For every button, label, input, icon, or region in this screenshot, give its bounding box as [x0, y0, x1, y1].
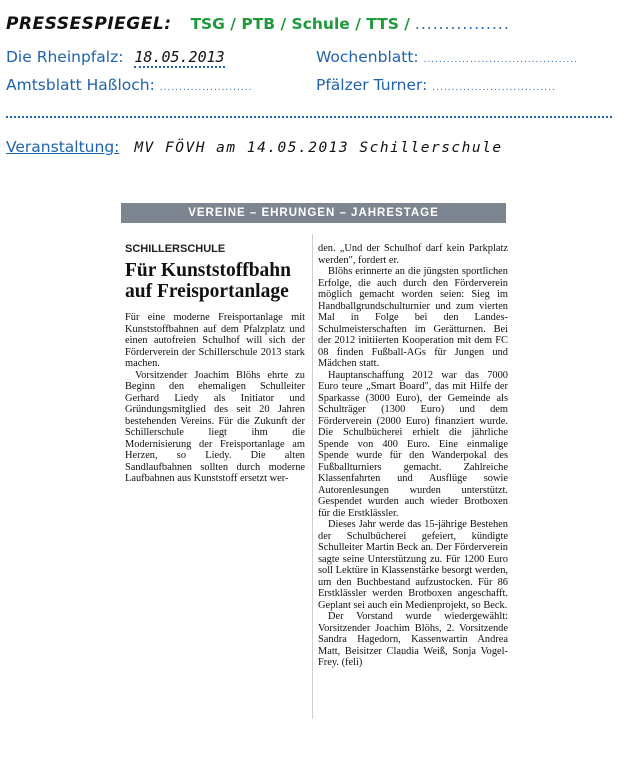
blank-line-rule	[6, 116, 612, 118]
left-paragraph: Für eine moderne Freisportanlage mit Kunststoffbahnen auf dem Pfalzplatz und einen autofreien Schulhof will sich der Förderverein der Schillerschule 2013 stark machen.	[125, 312, 305, 369]
row-rheinpfalz-value: 18.05.2013	[134, 48, 225, 66]
right-paragraph: Hauptanschaffung 2012 war das 7000 Euro teure „Smart Board", das mit Hilfe der Sparkasse (3000 Euro), der Gemeinde als Schulträger (1300 Euro) und dem Förderverein (2000 Euro) finanziert wurde. Die Schulbücherei erhielt die jährliche Spende von 400 Euro. Eine einmalige Spende wurde für den Wanderpokal des Fußballturniers gemacht. Zahlreiche Klassenfahrten und Ausflüge sowie Autorenlesungen wurden unterstützt. Gespendet wurden auch wieder Brotboxen für die Erstklässler.	[318, 369, 508, 519]
article-column-left	[125, 312, 305, 485]
row-rheinpfalz	[6, 48, 225, 66]
veranstaltung-label: Veranstaltung:	[6, 138, 120, 156]
newspaper-clipping	[115, 198, 515, 728]
article-column-right	[318, 243, 508, 669]
row-rheinpfalz-label: Die Rheinpfalz:	[6, 48, 124, 66]
row-amtsblatt	[6, 76, 252, 94]
header-title: PRESSESPIEGEL:	[6, 14, 172, 34]
right-paragraph: Blöhs erinnerte an die jüngsten sportlichen Erfolge, die auch durch den Förderverein möglich gemacht worden seien: Sieg im Handballgrundschulturnier und zum vierten Mal in Folge bei den Landes-Schulmeisterschaften im Gerätturnen. Bei der 2012 initiierten Kooperation mit dem FC 08 finden Fußball-AGs für Jungen und Mädchen statt.	[318, 266, 508, 369]
row-wochenblatt	[316, 48, 578, 66]
article-kicker: SCHILLERSCHULE	[125, 243, 226, 255]
row-amtsblatt-value: ........................	[159, 83, 253, 93]
header-tags: TSG / PTB / Schule / TTS /	[190, 15, 410, 33]
row-amtsblatt-label: Amtsblatt Haßloch:	[6, 76, 155, 94]
row-pfaelzer-turner-label: Pfälzer Turner:	[316, 76, 428, 94]
column-divider	[312, 234, 313, 719]
press-header	[0, 0, 624, 170]
row-wochenblatt-label: Wochenblatt:	[316, 48, 419, 66]
section-banner: VEREINE – EHRUNGEN – JAHRESTAGE	[121, 203, 506, 223]
row-pfaelzer-turner	[316, 76, 556, 94]
right-paragraph: den. „Und der Schulhof darf kein Parkplatz werden", fordert er.	[318, 243, 508, 266]
left-paragraph: Vorsitzender Joachim Blöhs ehrte zu Beginn den ehemaligen Schulleiter Gerhard Liedy als Initiator und Gründungsmitglied des seit 20 Jahren bestehenden Vereins. Für die Zukunft der Schillerschule liegt ihm die Modernisierung der Freisportanlage am Herzen, so Liedy. Die alten Sandlaufbahnen sollten durch moderne Laufbahnen aus Kunststoff ersetzt wer-	[125, 369, 305, 484]
header-title-line	[6, 14, 510, 34]
row-wochenblatt-value: ........................................	[423, 55, 579, 65]
right-paragraph: Der Vorstand wurde wiedergewählt: Vorsitzender Joachim Blöhs, 2. Vorsitzende Sandra Hagedorn, Kassenwartin Andrea Matt, Beisitzer Claudia Weiß, Sonja Vogel-Frey. (feli)	[318, 611, 508, 668]
row-pfaelzer-turner-value: ................................	[432, 83, 556, 93]
article-headline: Für Kunststoffbahn auf Freisportanlage	[125, 260, 291, 302]
header-tags-dots: ................	[414, 15, 510, 33]
right-paragraph: Dieses Jahr werde das 15-jährige Bestehen der Schulbücherei gefeiert, kündigte Schulleiter Martin Beck an. Der Förderverein sagte seine Unterstützung zu. Für 1200 Euro soll Lektüre in Klassenstärke besorgt werden, um den Buchbestand aufzustocken. Für 86 Erstklässler werden Brotboxen angeschafft. Geplant sei auch ein Medienprojekt, so Beck.	[318, 519, 508, 611]
row-veranstaltung	[6, 138, 503, 156]
veranstaltung-value: MV FÖVH am 14.05.2013 Schillerschule	[134, 140, 503, 156]
